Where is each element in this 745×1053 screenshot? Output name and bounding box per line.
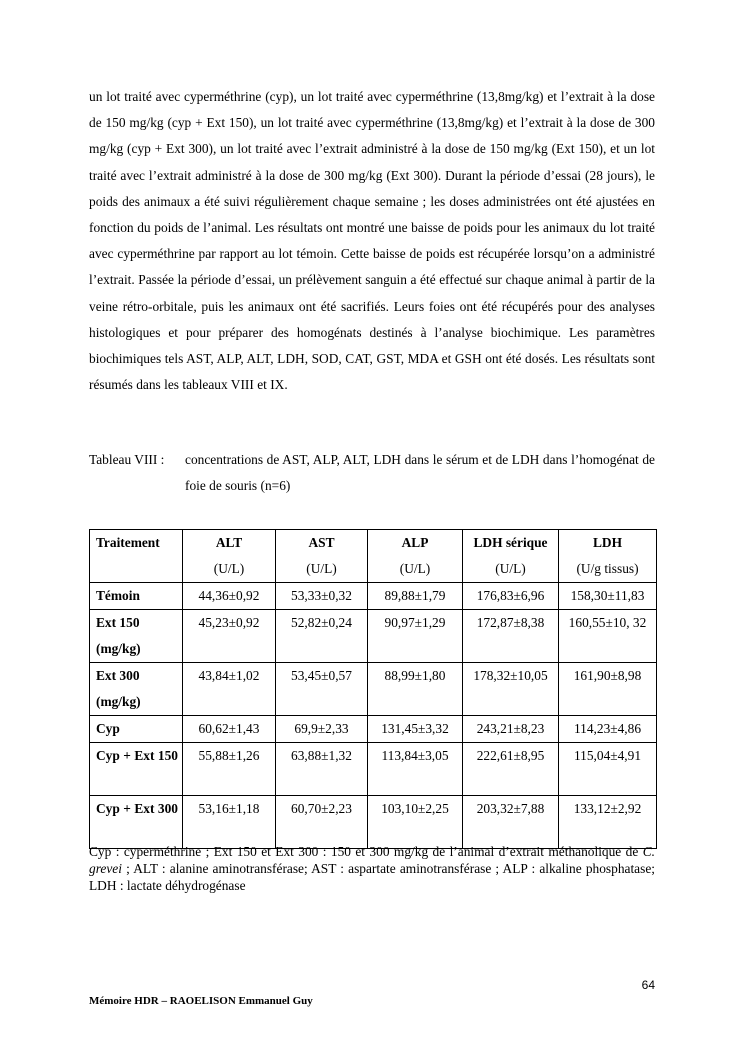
cell-ldh-serum: 243,21±8,23 [463,716,559,743]
cell-ast: 52,82±0,24 [276,610,368,663]
cell-ast: 60,70±2,23 [276,796,368,849]
cell-alp: 113,84±3,05 [368,743,463,796]
row-label: Témoin [90,583,183,610]
col-unit-alt: (U/L) [213,561,245,576]
col-header-alt: ALT (U/L) [183,530,276,583]
page-footer: Mémoire HDR – RAOELISON Emmanuel Guy [89,995,313,1007]
row-label: Ext 300 (mg/kg) [90,663,183,716]
cell-ldh-serum: 222,61±8,95 [463,743,559,796]
col-header-ldh-tissue: LDH (U/g tissus) [559,530,657,583]
cell-ldh-tissue: 114,23±4,86 [559,716,657,743]
row-label: Cyp + Ext 150 [90,743,183,796]
table-notes [89,843,655,894]
cell-alt: 60,62±1,43 [183,716,276,743]
col-unit-ldh-serum: (U/L) [495,561,526,576]
table-row [90,743,657,796]
cell-ast: 69,9±2,33 [276,716,368,743]
cell-alp: 88,99±1,80 [368,663,463,716]
cell-alp: 103,10±2,25 [368,796,463,849]
caption-label: Tableau VIII : [89,452,165,467]
col-header-ldh-serum: LDH sérique (U/L) [463,530,559,583]
cell-ldh-serum: 172,87±8,38 [463,610,559,663]
cell-alp: 89,88±1,79 [368,583,463,610]
cell-ldh-tissue: 115,04±4,91 [559,743,657,796]
cell-alt: 43,84±1,02 [183,663,276,716]
col-unit-alp: (U/L) [399,561,431,576]
col-unit-ldh-tissue: (U/g tissus) [576,561,639,576]
table-row [90,610,657,663]
cell-alt: 45,23±0,92 [183,610,276,663]
cell-ldh-serum: 178,32±10,05 [463,663,559,716]
cell-ldh-serum: 176,83±6,96 [463,583,559,610]
col-unit-ast: (U/L) [306,561,337,576]
col-header-treatment: Traitement [90,530,183,583]
notes-part1: Cyp : cyperméthrine ; Ext 150 et Ext 300 : 150 et 300 mg/kg de l’animal d’extrait méthanolique de [89,844,639,859]
results-table [89,529,657,849]
cell-ldh-tissue: 133,12±2,92 [559,796,657,849]
cell-alt: 53,16±1,18 [183,796,276,849]
cell-ldh-tissue: 158,30±11,83 [559,583,657,610]
caption-text: concentrations de AST, ALP, ALT, LDH dans le sérum et de LDH dans l’homogénat de foie de souris (n=6) [185,452,655,493]
cell-ldh-serum: 203,32±7,88 [463,796,559,849]
row-label: Ext 150 (mg/kg) [90,610,183,663]
cell-alp: 131,45±3,32 [368,716,463,743]
cell-alp: 90,97±1,29 [368,610,463,663]
table-row [90,716,657,743]
table-row [90,663,657,716]
col-header-ast: AST (U/L) [276,530,368,583]
cell-ast: 53,45±0,57 [276,663,368,716]
row-label: Cyp [90,716,183,743]
cell-ast: 53,33±0,32 [276,583,368,610]
notes-species: C. grevei [89,844,655,876]
col-header-alp: ALP (U/L) [368,530,463,583]
body-paragraph: un lot traité avec cyperméthrine (cyp), un lot traité avec cyperméthrine (13,8mg/kg) et l’extrait à la dose de 150 mg/kg (cyp + Ext 150), un lot traité avec cyperméthrine (13,8mg/kg) et l’extrait à la dose de 300 mg/kg (cyp + Ext 300), un lot traité avec l’extrait administré à la dose de 150 mg/kg (Ext 150), et un lot traité avec l’extrait administré à la dose de 300 mg/kg (Ext 300). Durant la période d’essai (28 jours), le poids des animaux a été suivi régulièrement chaque semaine ; les doses administrées ont été ajustées en fonction du poids de l’animal. Les résultats ont montré une baisse de poids pour les animaux du lot traité avec cyperméthrine par rapport au lot témoin. Cette baisse de poids est récupérée lorsqu’on a administré l’extrait. Passée la période d’essai, un prélèvement sanguin a été effectué sur chaque animal à partir de la veine rétro-orbitale, puis les animaux ont été sacrifiés. Leurs foies ont été récupérés pour des analyses histologiques et pour préparer des homogénats destinés à l’analyse biochimique. Les paramètres biochimiques tels AST, ALP, ALT, LDH, SOD, CAT, GST, MDA et GSH ont été dosés. Les résultats sont résumés dans les tableaux VIII et IX. [89,89,655,393]
table-header-row [90,530,657,583]
table-row [90,796,657,849]
cell-alt: 44,36±0,92 [183,583,276,610]
cell-alt: 55,88±1,26 [183,743,276,796]
table-row [90,583,657,610]
cell-ast: 63,88±1,32 [276,743,368,796]
notes-part2: ; ALT : alanine aminotransférase; AST : aspartate aminotransférase ; ALP : alkaline phosphatase; LDH : lactate déhydrogénase [89,861,655,893]
cell-ldh-tissue: 161,90±8,98 [559,663,657,716]
cell-ldh-tissue: 160,55±10, 32 [559,610,657,663]
page-number: 64 [641,978,655,992]
row-label: Cyp + Ext 300 [90,796,183,849]
